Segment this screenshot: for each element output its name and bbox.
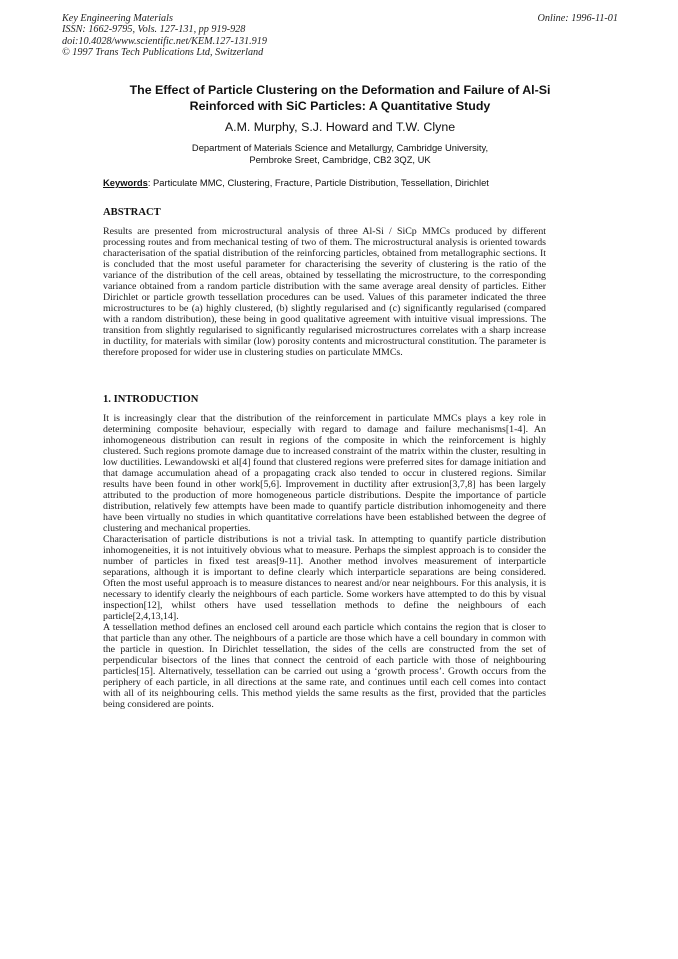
journal-copyright: © 1997 Trans Tech Publications Ltd, Switzerland [62, 47, 264, 59]
affiliation-line-2: Pembroke Sreet, Cambridge, CB2 3QZ, UK [249, 154, 431, 165]
introduction-heading: 1. INTRODUCTION [103, 394, 199, 405]
keywords [103, 177, 489, 188]
online-date: Online: 1996-11-01 [537, 13, 618, 24]
journal-issn: ISSN: 1662-9795, Vols. 127-131, pp 919-928 [62, 24, 246, 36]
introduction-body [103, 413, 546, 710]
abstract-body [103, 226, 546, 358]
journal-header [62, 13, 267, 59]
affiliation [100, 142, 580, 166]
journal-doi: doi:10.4028/www.scientific.net/KEM.127-131.919 [62, 35, 267, 47]
paper-title [100, 82, 580, 114]
keywords-label: Keywords [103, 177, 148, 188]
keywords-text: : Particulate MMC, Clustering, Fracture, Particle Distribution, Tessellation, Dirichlet [147, 177, 489, 188]
abstract-text: Results are presented from microstructural analysis of three Al-Si / SiCp MMCs produced by different processing routes and from mechanical testing of two of them. The microstructural analysis is oriented towards characterisation of the spatial distribution of the reinforcing particles, obtained from metallographic sections. It is concluded that the most useful parameter for characterising the severity of clustering is the ratio of the variance of the distribution of the cell areas, obtained by tessellating the microstructure, to the corresponding variance obtained from a random particle distribution with the same average areal density of particles. Either Dirichlet or particle growth tessellation procedures can be used. Values of this parameter indicated the three microstructures to be (a) highly clustered, (b) slightly regularised and (c) significantly regularised (compared with a random distribution), these being in good qualitative agreement with intuitive visual impressions. The transition from slightly regularised to significantly regularised microstructures correlates with a sharp increase in ductility, for materials with similar (low) porosity contents and microstructural constitution. The parameter is therefore proposed for wider use in clustering studies on particulate MMCs. [103, 226, 546, 359]
journal-name: Key Engineering Materials [62, 13, 173, 24]
affiliation-line-1: Department of Materials Science and Metallurgy, Cambridge University, [191, 142, 489, 153]
title-line-1: The Effect of Particle Clustering on the Deformation and Failure of Al-Si [129, 83, 551, 97]
intro-paragraph-3: A tessellation method defines an enclosed cell around each particle which contains the region that is closer to that particle than any other. The neighbours of a particle are those which have a cell boundary in common with the particle in question. In Dirichlet tessellation, the sides of the cells are constructed from the set of perpendicular bisectors of the lines that connect the centroid of each particle with those of neighbouring particles[15]. Alternatively, tessellation can be carried out using a ‘growth process’. Growth occurs from the periphery of each particle, in all directions at the same rate, and continues until each cell comes into contact with all of its neighbouring cells. This method yields the same results as the first, provided that the particles being considered are points. [103, 622, 546, 711]
intro-paragraph-1: It is increasingly clear that the distribution of the reinforcement in particulate MMCs plays a key role in determining composite behaviour, especially with regard to damage and failure mechanisms[1-4]. An inhomogeneous distribution can result in regions of the composite in which the reinforcement is highly clustered. Such regions promote damage due to increased constraint of the matrix within the cluster, resulting in low ductilities. Lewandowski et al[4] found that clustered regions were preferred sites for damage initiation and that damage accumulation ahead of a propagating crack also tended to occur in clustered regions. Similar results have been found in other work[5,6]. Improvement in ductility after extrusion[3,7,8] has been largely attributed to the production of more homogeneous particle distributions. Despite the importance of particle distribution, relatively few attempts have been made to quantify particle distribution inhomogeneity and there have been virtually no studies in which quantitative correlations have been established between the degree of clustering and mechanical properties. [103, 413, 546, 535]
intro-paragraph-2: Characterisation of particle distributions is not a trivial task. In attempting to quantify particle distribution inhomogeneities, it is not intuitively obvious what to measure. Perhaps the simplest approach is to consider the number of particles in fixed test areas[9-11]. Another method involves measurement of interparticle separations, although it is important to define clearly which interparticle separations are being considered. Often the most useful approach is to measure distances to nearest and/or near neighbours. For this analysis, it is necessary to identify clearly the neighbours of each particle. Some workers have attempted to do this by visual inspection[12], whilst others have used tessellation methods to define the neighbours of each particle[2,4,13,14]. [103, 534, 546, 623]
title-line-2: Reinforced with SiC Particles: A Quantitative Study [189, 99, 491, 113]
abstract-heading: ABSTRACT [103, 207, 161, 218]
author-list: A.M. Murphy, S.J. Howard and T.W. Clyne [224, 120, 456, 134]
